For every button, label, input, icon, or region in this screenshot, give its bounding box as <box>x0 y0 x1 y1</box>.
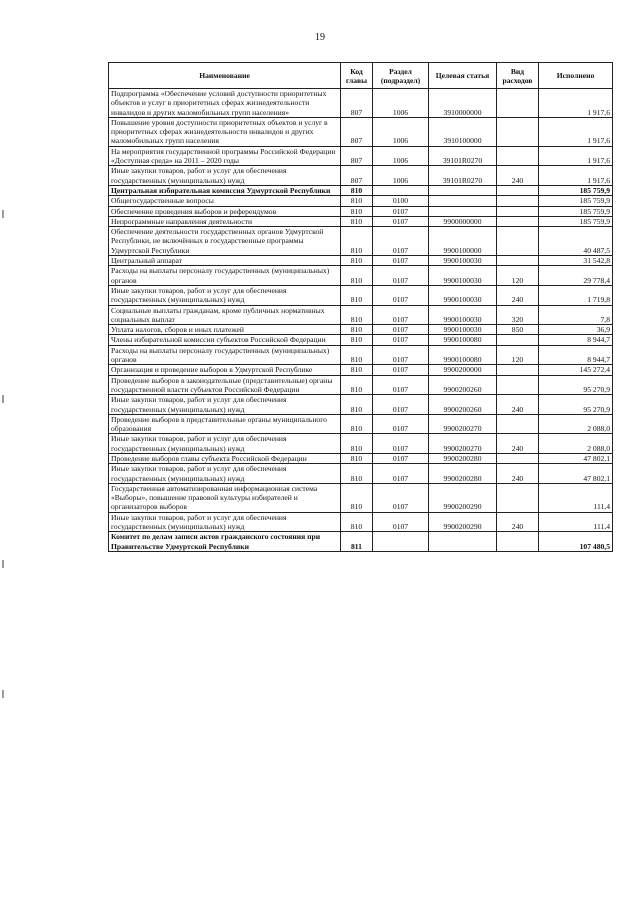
header-section: Раздел (подраздел) <box>373 63 429 89</box>
table-row <box>109 335 613 345</box>
table-header-row <box>109 63 613 89</box>
table-cell-code: 810 <box>341 434 373 454</box>
table-cell-expense-type <box>497 146 539 166</box>
table-cell-expense-type <box>497 216 539 226</box>
table-cell-code: 807 <box>341 89 373 118</box>
table-cell-target: 9900100080 <box>429 335 497 345</box>
table-cell-name: Иные закупки товаров, работ и услуг для обеспечения государственных (муниципальных) нужд <box>109 512 341 532</box>
table-cell-executed: 185 759,9 <box>539 196 613 206</box>
binding-mark <box>2 395 4 403</box>
table-row <box>109 256 613 266</box>
table-cell-target: 9900100030 <box>429 325 497 335</box>
table-cell-section: 0107 <box>373 365 429 375</box>
table-cell-code: 810 <box>341 414 373 434</box>
table-cell-name: Комитет по делам записи актов гражданского состояния при Правительстве Удмуртской Республики <box>109 532 341 552</box>
table-cell-target: 9900100000 <box>429 227 497 256</box>
table-cell-executed: 8 944,7 <box>539 345 613 365</box>
table-cell-target: 3910000000 <box>429 89 497 118</box>
table-cell-executed: 107 480,5 <box>539 532 613 552</box>
table-cell-target: 39101R0270 <box>429 146 497 166</box>
table-cell-executed: 31 542,8 <box>539 256 613 266</box>
page-number: 19 <box>315 32 325 43</box>
table-cell-code: 810 <box>341 325 373 335</box>
table-cell-executed: 185 759,9 <box>539 206 613 216</box>
table-cell-name: Обеспечение проведения выборов и референдумов <box>109 206 341 216</box>
table-cell-expense-type: 240 <box>497 166 539 186</box>
table-cell-executed: 2 088,0 <box>539 434 613 454</box>
table-cell-section: 0107 <box>373 216 429 226</box>
table-cell-executed: 40 487,5 <box>539 227 613 256</box>
table-cell-code: 807 <box>341 166 373 186</box>
table-cell-expense-type: 120 <box>497 345 539 365</box>
table-row <box>109 185 613 195</box>
table-cell-section: 0107 <box>373 266 429 286</box>
table-row <box>109 196 613 206</box>
table-cell-name: Повышение уровня доступности приоритетных объектов и услуг в приоритетных сферах жизнедеятельности инвалидов и других маломобильных групп населения <box>109 117 341 146</box>
table-cell-section: 0107 <box>373 395 429 415</box>
table-cell-code: 810 <box>341 483 373 512</box>
table-cell-expense-type <box>497 89 539 118</box>
table-cell-expense-type <box>497 414 539 434</box>
table-cell-target <box>429 196 497 206</box>
table-cell-name: Непрограммные направления деятельности <box>109 216 341 226</box>
table-cell-target: 9900200290 <box>429 512 497 532</box>
table-cell-executed: 111,4 <box>539 512 613 532</box>
table-cell-code: 810 <box>341 227 373 256</box>
table-cell-expense-type <box>497 375 539 395</box>
table-cell-section: 0107 <box>373 512 429 532</box>
table-row <box>109 325 613 335</box>
table-row <box>109 227 613 256</box>
table-cell-name: Организация и проведение выборов в Удмуртской Республике <box>109 365 341 375</box>
header-target: Целевая статья <box>429 63 497 89</box>
table-row <box>109 117 613 146</box>
header-expense-type: Вид расходов <box>497 63 539 89</box>
table-cell-expense-type: 240 <box>497 395 539 415</box>
table-cell-section: 1006 <box>373 166 429 186</box>
budget-table <box>108 62 613 552</box>
table-cell-section: 0107 <box>373 434 429 454</box>
table-cell-code: 810 <box>341 464 373 484</box>
table-cell-name: Социальные выплаты гражданам, кроме публичных нормативных социальных выплат <box>109 305 341 325</box>
table-cell-expense-type <box>497 227 539 256</box>
table-cell-code: 810 <box>341 206 373 216</box>
table-cell-expense-type: 240 <box>497 512 539 532</box>
table-cell-target: 9900200000 <box>429 365 497 375</box>
table-cell-name: Уплата налогов, сборов и иных платежей <box>109 325 341 335</box>
table-cell-executed: 1 719,8 <box>539 285 613 305</box>
table-cell-target: 3910100000 <box>429 117 497 146</box>
table-cell-expense-type: 320 <box>497 305 539 325</box>
table-row <box>109 89 613 118</box>
table-cell-target <box>429 532 497 552</box>
table-cell-code: 810 <box>341 305 373 325</box>
table-row <box>109 434 613 454</box>
table-row <box>109 414 613 434</box>
table-row <box>109 266 613 286</box>
header-name: Наименование <box>109 63 341 89</box>
table-cell-name: Подпрограмма «Обеспечение условий доступности приоритетных объектов и услуг в приоритетных сферах жизнедеятельности инвалидов и других маломобильных групп населения» <box>109 89 341 118</box>
table-cell-name: Расходы на выплаты персоналу государственных (муниципальных) органов <box>109 345 341 365</box>
table-cell-target: 9900100030 <box>429 305 497 325</box>
table-cell-executed: 1 917,6 <box>539 89 613 118</box>
table-cell-target: 9900200290 <box>429 483 497 512</box>
table-cell-target: 9900200280 <box>429 464 497 484</box>
table-cell-section: 0107 <box>373 325 429 335</box>
table-cell-code: 810 <box>341 335 373 345</box>
table-cell-expense-type <box>497 185 539 195</box>
table-cell-section <box>373 532 429 552</box>
table-row <box>109 345 613 365</box>
table-row <box>109 146 613 166</box>
table-cell-executed: 185 759,9 <box>539 216 613 226</box>
table-row <box>109 365 613 375</box>
table-row <box>109 483 613 512</box>
table-cell-code: 807 <box>341 146 373 166</box>
table-cell-section: 0107 <box>373 206 429 216</box>
table-row <box>109 305 613 325</box>
table-cell-code: 810 <box>341 256 373 266</box>
table-cell-name: Государственная автоматизированная информационная система «Выборы», повышение правовой культуры избирателей и организаторов выборов <box>109 483 341 512</box>
table-cell-target: 9900200270 <box>429 414 497 434</box>
table-cell-executed: 7,8 <box>539 305 613 325</box>
binding-mark <box>2 210 4 218</box>
header-executed: Исполнено <box>539 63 613 89</box>
table-row <box>109 395 613 415</box>
table-cell-name: Обеспечение деятельности государственных органов Удмуртской Республики, не включённых в государственные программы Удмуртской Республики <box>109 227 341 256</box>
table-cell-section: 0107 <box>373 345 429 365</box>
table-cell-expense-type: 120 <box>497 266 539 286</box>
table-row <box>109 375 613 395</box>
table-cell-name: Иные закупки товаров, работ и услуг для обеспечения государственных (муниципальных) нужд <box>109 395 341 415</box>
table-cell-section: 0107 <box>373 335 429 345</box>
table-cell-target: 9900200260 <box>429 375 497 395</box>
table-cell-section: 1006 <box>373 146 429 166</box>
table-cell-name: Проведение выборов главы субъекта Российской Федерации <box>109 453 341 463</box>
table-cell-target: 9900200280 <box>429 453 497 463</box>
table-cell-section: 0107 <box>373 414 429 434</box>
table-cell-section: 0107 <box>373 375 429 395</box>
binding-mark <box>2 560 4 568</box>
table-cell-target: 9900100030 <box>429 285 497 305</box>
table-cell-expense-type <box>497 483 539 512</box>
table-cell-code: 811 <box>341 532 373 552</box>
table-cell-executed: 95 270,9 <box>539 375 613 395</box>
table-cell-target: 9900000000 <box>429 216 497 226</box>
table-cell-section: 1006 <box>373 117 429 146</box>
table-cell-name: Иные закупки товаров, работ и услуг для обеспечения государственных (муниципальных) нужд <box>109 464 341 484</box>
table-cell-section: 1006 <box>373 89 429 118</box>
table-cell-expense-type: 240 <box>497 434 539 454</box>
binding-mark <box>2 690 4 698</box>
table-cell-section: 0107 <box>373 483 429 512</box>
table-cell-executed: 145 272,4 <box>539 365 613 375</box>
table-row <box>109 216 613 226</box>
table-cell-code: 810 <box>341 285 373 305</box>
table-cell-executed: 2 088,0 <box>539 414 613 434</box>
table-cell-target <box>429 206 497 216</box>
table-cell-section: 0107 <box>373 453 429 463</box>
table-cell-target: 9900200260 <box>429 395 497 415</box>
table-cell-code: 810 <box>341 196 373 206</box>
table-cell-target: 9900100030 <box>429 256 497 266</box>
header-code: Код главы <box>341 63 373 89</box>
table-cell-section: 0107 <box>373 256 429 266</box>
table-cell-code: 810 <box>341 512 373 532</box>
table-cell-target: 9900200270 <box>429 434 497 454</box>
table-row <box>109 206 613 216</box>
table-cell-expense-type: 240 <box>497 464 539 484</box>
table-cell-target <box>429 185 497 195</box>
table-cell-expense-type: 850 <box>497 325 539 335</box>
table-cell-executed: 1 917,6 <box>539 117 613 146</box>
table-cell-code: 810 <box>341 185 373 195</box>
table-cell-code: 807 <box>341 117 373 146</box>
table-cell-executed: 29 778,4 <box>539 266 613 286</box>
table-cell-executed: 111,4 <box>539 483 613 512</box>
table-cell-executed: 36,9 <box>539 325 613 335</box>
table-cell-executed: 8 944,7 <box>539 335 613 345</box>
table-cell-expense-type <box>497 196 539 206</box>
table-cell-name: На мероприятия государственной программы Российской Федерации «Доступная среда» на 2011 – 2020 годы <box>109 146 341 166</box>
table-cell-section: 0100 <box>373 196 429 206</box>
table-cell-name: Центральная избирательная комиссия Удмуртской Республики <box>109 185 341 195</box>
table-cell-name: Расходы на выплаты персоналу государственных (муниципальных) органов <box>109 266 341 286</box>
table-cell-expense-type <box>497 453 539 463</box>
table-row <box>109 285 613 305</box>
table-cell-code: 810 <box>341 266 373 286</box>
table-cell-executed: 95 270,9 <box>539 395 613 415</box>
table-cell-code: 810 <box>341 375 373 395</box>
table-cell-expense-type <box>497 117 539 146</box>
table-cell-section: 0107 <box>373 305 429 325</box>
table-cell-code: 810 <box>341 365 373 375</box>
table-cell-target: 39101R0270 <box>429 166 497 186</box>
table-cell-name: Центральный аппарат <box>109 256 341 266</box>
table-cell-code: 810 <box>341 395 373 415</box>
table-cell-section: 0107 <box>373 464 429 484</box>
table-body <box>109 89 613 552</box>
table-row <box>109 464 613 484</box>
table-cell-executed: 185 759,9 <box>539 185 613 195</box>
table-cell-name: Иные закупки товаров, работ и услуг для обеспечения государственных (муниципальных) нужд <box>109 434 341 454</box>
table-cell-code: 810 <box>341 216 373 226</box>
table-cell-name: Общегосударственные вопросы <box>109 196 341 206</box>
table-cell-code: 810 <box>341 345 373 365</box>
table-row <box>109 532 613 552</box>
table-row <box>109 166 613 186</box>
table-cell-executed: 1 917,6 <box>539 166 613 186</box>
table-cell-executed: 47 802,1 <box>539 464 613 484</box>
table-cell-name: Проведение выборов в законодательные (представительные) органы государственной власти субъектов Российской Федерации <box>109 375 341 395</box>
table-cell-section <box>373 185 429 195</box>
table-cell-expense-type <box>497 335 539 345</box>
table-cell-expense-type <box>497 532 539 552</box>
table-cell-expense-type <box>497 206 539 216</box>
table-cell-expense-type: 240 <box>497 285 539 305</box>
table-cell-name: Иные закупки товаров, работ и услуг для обеспечения государственных (муниципальных) нужд <box>109 166 341 186</box>
table-cell-name: Члены избирательной комиссии субъектов Российской Федерации <box>109 335 341 345</box>
table-cell-expense-type <box>497 365 539 375</box>
table-cell-target: 9900100030 <box>429 266 497 286</box>
table-cell-expense-type <box>497 256 539 266</box>
table-row <box>109 453 613 463</box>
table-cell-name: Проведение выборов в представительные органы муниципального образования <box>109 414 341 434</box>
table-cell-section: 0107 <box>373 227 429 256</box>
table-cell-target: 9900100080 <box>429 345 497 365</box>
table-cell-executed: 1 917,6 <box>539 146 613 166</box>
table-cell-code: 810 <box>341 453 373 463</box>
table-cell-name: Иные закупки товаров, работ и услуг для обеспечения государственных (муниципальных) нужд <box>109 285 341 305</box>
table-cell-section: 0107 <box>373 285 429 305</box>
table-cell-executed: 47 802,1 <box>539 453 613 463</box>
table-row <box>109 512 613 532</box>
